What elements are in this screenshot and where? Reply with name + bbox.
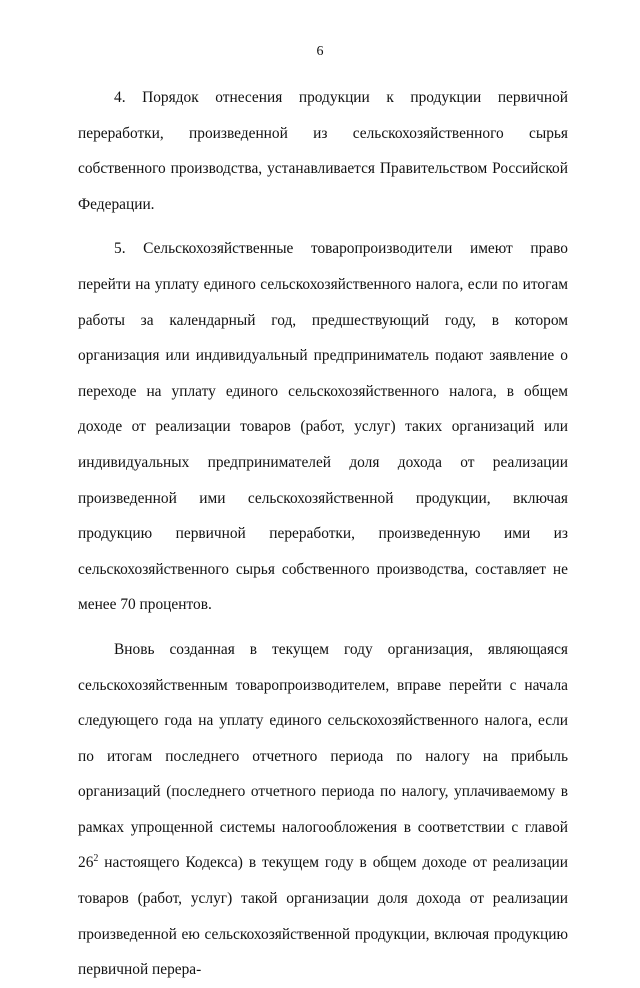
paragraph-5: 5. Сельскохозяйственные товаропроизводители имеют право перейти на уплату единого сельскохозяйственного налога, если по итогам работы за календарный год, предшествующий году, в котором организация или индивидуальный предприниматель подают заявление о переходе на уплату единого сельскохозяйственного налога, в общем доходе от реализации товаров (работ, услуг) таких организаций или индивидуальных предпринимателей доля дохода от реализации произведенной ими сельскохозяйственной продукции, включая продукцию первичной переработки, произведенную ими из сельскохозяйственного сырья собственного производства, составляет не менее 70 процентов. <box>78 240 568 614</box>
paragraph-text-before: Вновь созданная в текущем году организация, являющаяся сельскохозяйственным товаропроизводителем, вправе перейти с начала следующего года на уплату единого сельскохозяйственного налога, если по итогам последнего отчетного периода по налогу на прибыль организаций (последнего отчетного периода по налогу, уплачиваемому в рамках упрощенной системы налогообложения в соответствии с главой 26 <box>78 640 568 872</box>
page-number: 6 <box>316 44 324 59</box>
document-body <box>78 80 568 988</box>
paragraph-new-organization <box>78 632 568 988</box>
paragraph-4: 4. Порядок отнесения продукции к продукции первичной переработки, произведенной из сельскохозяйственного сырья собственного производства, устанавливается Правительством Российской Федерации. <box>78 89 568 213</box>
paragraph-text-after: настоящего Кодекса) в текущем году в общем доходе от реализации товаров (работ, услуг) такой организации доля дохода от реализации произведенной ею сельскохозяйственной продукции, включая продукцию первичной перера- <box>78 854 568 979</box>
chapter-superscript: 2 <box>93 853 99 865</box>
